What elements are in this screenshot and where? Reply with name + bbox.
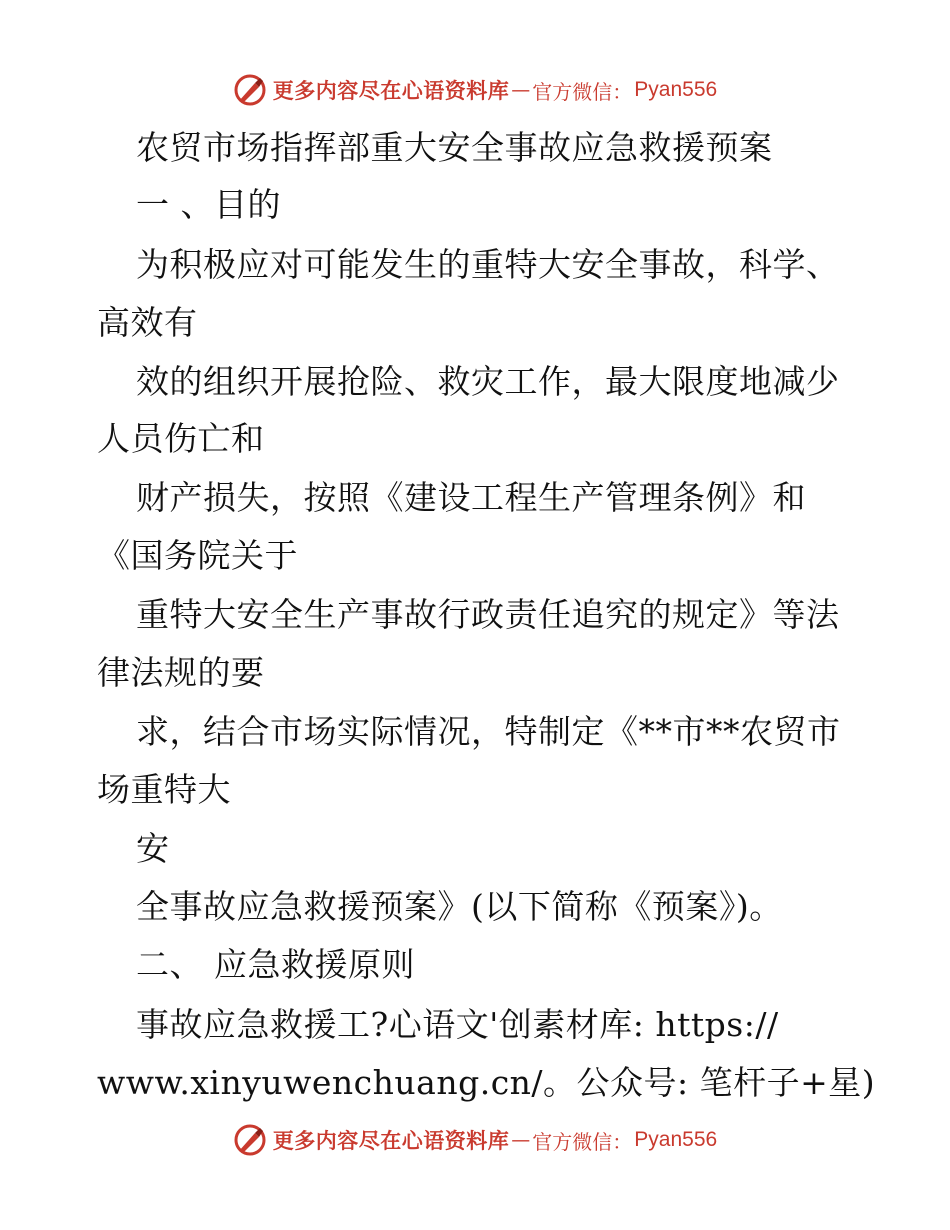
watermark-label: 官方微信： <box>532 79 633 104</box>
watermark-wechat-id: Pyan556 <box>634 1128 718 1151</box>
watermark-text: 更多内容尽在心语资料库 <box>272 1129 510 1153</box>
watermark-header <box>0 70 950 110</box>
paragraph-line: 律法规的要 <box>97 653 265 692</box>
paragraph-line: 全事故应急救援预案》(以下简称《预案》)。 <box>136 887 783 926</box>
paragraph-line: 高效有 <box>97 303 198 342</box>
pen-logo-icon <box>233 73 267 107</box>
paragraph-line: www.xinyuwenchuang.cn/。公众号: 笔杆子+星) <box>97 1063 876 1102</box>
watermark-footer <box>0 1120 950 1160</box>
pen-logo-icon <box>233 1123 267 1157</box>
paragraph-line: 求，结合市场实际情况，特制定《**市**农贸市 <box>136 712 841 751</box>
paragraph-line: 安 <box>136 829 170 868</box>
paragraph-line: 人员伤亡和 <box>97 419 265 458</box>
paragraph-line: 事故应急救援工?心语文'创素材库: https:// <box>136 1005 779 1044</box>
watermark-text: 更多内容尽在心语资料库 <box>272 79 510 103</box>
paragraph-line: 重特大安全生产事故行政责任追究的规定》等法 <box>136 595 840 634</box>
watermark-wechat-id: Pyan556 <box>634 78 718 101</box>
section-heading-principles: 二、 应急救援原则 <box>136 945 415 984</box>
section-heading-purpose: 一 、目的 <box>136 185 281 224</box>
watermark-separator: — <box>511 79 531 101</box>
paragraph-line: 效的组织开展抢险、救灾工作，最大限度地减少 <box>136 362 840 401</box>
watermark-separator: — <box>511 1129 531 1151</box>
paragraph-line: 为积极应对可能发生的重特大安全事故，科学、 <box>136 245 840 284</box>
document-title: 农贸市场指挥部重大安全事故应急救援预案 <box>136 128 773 167</box>
paragraph-line: 场重特大 <box>97 770 231 809</box>
paragraph-line: 《国务院关于 <box>97 536 298 575</box>
watermark-label: 官方微信： <box>532 1129 633 1154</box>
paragraph-line: 财产损失，按照《建设工程生产管理条例》和 <box>136 478 806 517</box>
